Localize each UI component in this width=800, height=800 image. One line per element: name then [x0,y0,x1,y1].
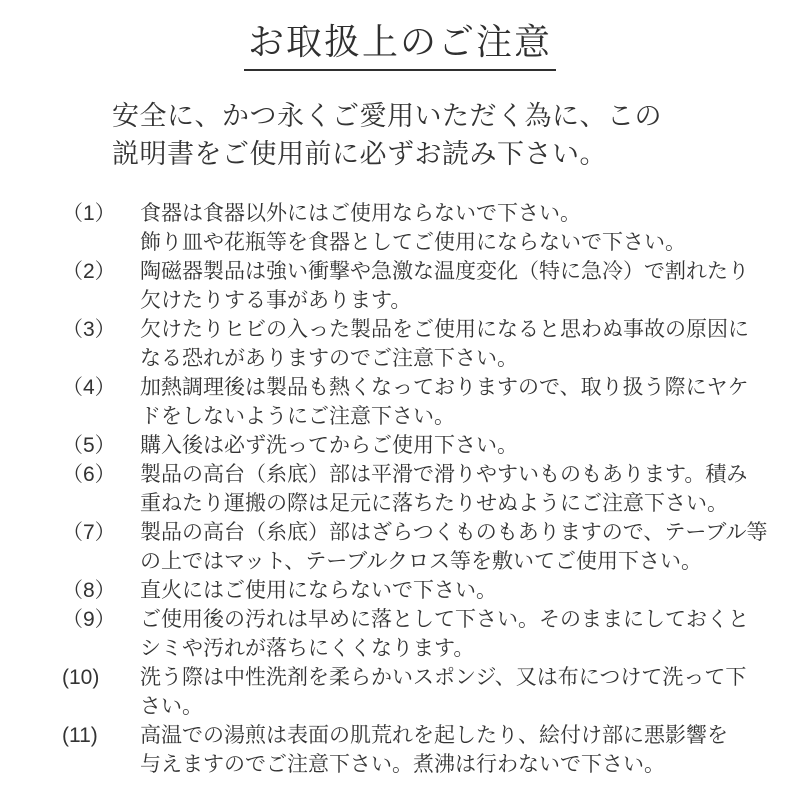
intro-text [112,97,662,173]
intro-line-1: 安全に、かつ永くご愛用いただく為に、この [112,101,662,131]
item-text-line: 製品の高台（糸底）部は平滑で滑りやすいものもあります。積み [140,463,748,486]
item-text-line: 陶磁器製品は強い衝撃や急激な温度変化（特に急冷）で割れたり [140,260,749,283]
item-text-line: ドをしないようにご注意下さい。 [140,405,455,428]
item-number: （1） [62,202,116,225]
item-number: （7） [62,521,116,544]
notice-item-8 [0,576,800,605]
item-text-line: 製品の高台（糸底）部はざらつくものもありますので、テーブル等 [140,521,768,544]
item-text-line: 高温での湯煎は表面の肌荒れを起したり、絵付け部に悪影響を [140,724,728,747]
item-text-line: 直火にはご使用にならないで下さい。 [140,579,497,602]
item-text-line: シミや汚れが落ちにくくなります。 [140,637,475,660]
item-number: （2） [62,260,116,283]
item-text-line: 欠けたりする事があります。 [140,289,412,312]
title-wrap [0,20,800,71]
item-text-line: 食器は食器以外にはご使用ならないで下さい。 [140,202,581,225]
item-text-line: 欠けたりヒビの入った製品をご使用になると思わぬ事故の原因に [140,318,749,341]
item-text [140,315,800,373]
notice-item-10 [0,663,800,721]
item-number: (10) [62,666,100,689]
intro-line-2: 説明書をご使用前に必ずお読み下さい。 [112,139,607,169]
page-title: お取扱上のご注意 [244,20,556,71]
item-text-line: さい。 [140,695,203,718]
item-text [140,605,800,663]
notice-item-11 [0,721,800,779]
item-number: （8） [62,579,116,602]
item-text [140,199,800,257]
item-text-line: 購入後は必ず洗ってからご使用下さい。 [140,434,518,457]
item-text [140,460,800,518]
notice-item-6 [0,460,800,518]
notice-item-5 [0,431,800,460]
item-number: (11) [62,724,98,747]
item-text-line: 重ねたり運搬の際は足元に落ちたりせぬようにご注意下さい。 [140,492,728,515]
item-text [140,373,800,431]
item-text-line: 飾り皿や花瓶等を食器としてご使用にならないで下さい。 [140,231,686,254]
item-text [140,576,800,605]
item-text [140,257,800,315]
notice-item-9 [0,605,800,663]
notice-item-7 [0,518,800,576]
item-text-line: 与えますのでご注意下さい。煮沸は行わないで下さい。 [140,753,665,776]
item-text-line: の上ではマット、テーブルクロス等を敷いてご使用下さい。 [140,550,702,573]
notice-item-4 [0,373,800,431]
item-text-line: ご使用後の汚れは早めに落として下さい。そのままにしておくと [140,608,749,631]
item-text [140,721,800,779]
item-text [140,431,800,460]
item-text [140,663,800,721]
item-text-line: 洗う際は中性洗剤を柔らかいスポンジ、又は布につけて洗って下 [140,666,747,689]
notice-list [0,199,800,779]
item-text [140,518,800,576]
notice-item-2 [0,257,800,315]
item-number: （6） [62,463,116,486]
notice-item-3 [0,315,800,373]
item-text-line: 加熱調理後は製品も熱くなっておりますので、取り扱う際にヤケ [140,376,749,399]
item-text-line: なる恐れがありますのでご注意下さい。 [140,347,518,370]
item-number: （9） [62,608,116,631]
item-number: （3） [62,318,116,341]
notice-item-1 [0,199,800,257]
item-number: （5） [62,434,116,457]
item-number: （4） [62,376,116,399]
